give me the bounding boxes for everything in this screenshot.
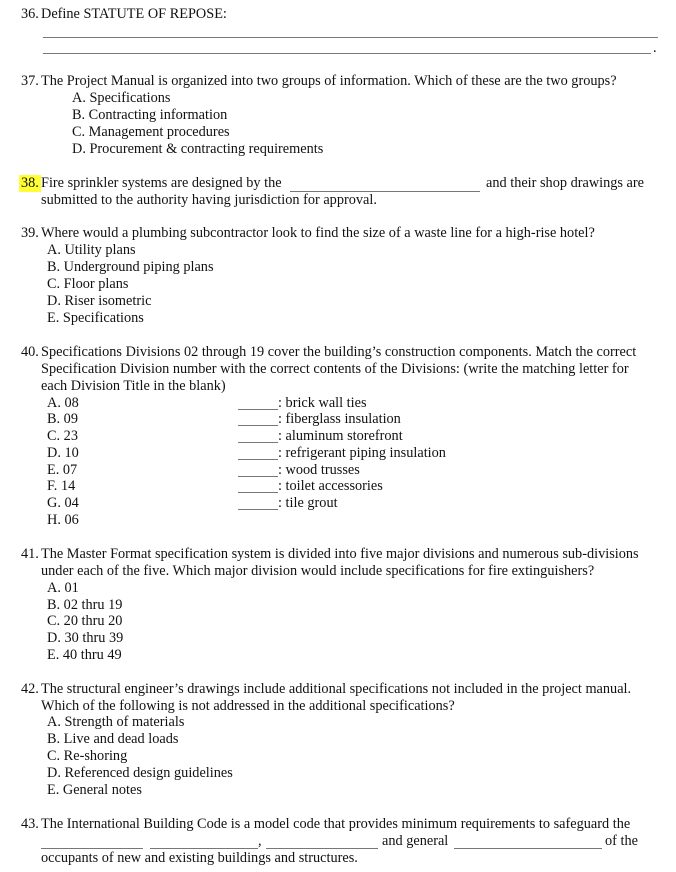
answer-line[interactable] (43, 37, 658, 38)
question-text: Which of the following is not addressed in the additional specifications? (41, 698, 455, 714)
question-number: 36. (21, 6, 39, 22)
answer-blank[interactable] (266, 848, 378, 849)
option[interactable]: A. Strength of materials (47, 714, 185, 730)
option[interactable]: A. 01 (47, 580, 79, 596)
match-blank[interactable] (238, 425, 278, 426)
option[interactable]: D. 30 thru 39 (47, 630, 124, 646)
option[interactable]: C. Management procedures (72, 124, 230, 140)
option[interactable]: B. Contracting information (72, 107, 228, 123)
option[interactable]: D. Riser isometric (47, 293, 152, 309)
question-number: 41. (21, 546, 39, 562)
division-title: : tile grout (278, 495, 338, 511)
end-period: . (653, 40, 657, 56)
question-number: 37. (21, 73, 39, 89)
division-title: : fiberglass insulation (278, 411, 401, 427)
division-option: H. 06 (47, 512, 79, 528)
division-option: C. 23 (47, 428, 78, 444)
division-title: : brick wall ties (278, 395, 367, 411)
question-text: Specification Division number with the correct contents of the Divisions: (write the matching letter for (41, 361, 629, 377)
question-text: occupants of new and existing buildings and structures. (41, 850, 358, 866)
option[interactable]: A. Specifications (72, 90, 171, 106)
option[interactable]: D. Procurement & contracting requirements (72, 141, 324, 157)
answer-line[interactable] (43, 53, 651, 54)
match-blank[interactable] (238, 409, 278, 410)
option[interactable]: B. 02 thru 19 (47, 597, 123, 613)
division-option: F. 14 (47, 478, 76, 494)
option[interactable]: B. Live and dead loads (47, 731, 179, 747)
option[interactable]: E. 40 thru 49 (47, 647, 122, 663)
question-text: under each of the five. Which major division would include specifications for fire extinguishers? (41, 563, 595, 579)
match-blank[interactable] (238, 442, 278, 443)
match-blank[interactable] (238, 476, 278, 477)
division-title: : toilet accessories (278, 478, 383, 494)
answer-blank[interactable] (454, 848, 602, 849)
option[interactable]: E. Specifications (47, 310, 144, 326)
match-blank[interactable] (238, 509, 278, 510)
question-text: and general (382, 833, 449, 849)
option[interactable]: B. Underground piping plans (47, 259, 214, 275)
match-blank[interactable] (238, 492, 278, 493)
question-text: Fire sprinkler systems are designed by the (41, 175, 282, 191)
question-text: Where would a plumbing subcontractor look to find the size of a waste line for a high-rise hotel? (41, 225, 595, 241)
question-text: The Project Manual is organized into two groups of information. Which of these are the two groups? (41, 73, 617, 89)
question-text: each Division Title in the blank) (41, 378, 226, 394)
question-number: 43. (21, 816, 39, 832)
option[interactable]: C. 20 thru 20 (47, 613, 123, 629)
question-text: Define STATUTE OF REPOSE: (41, 6, 227, 22)
comma: , (258, 833, 262, 849)
division-title: : aluminum storefront (278, 428, 403, 444)
question-number: 39. (21, 225, 39, 241)
option[interactable]: C. Re-shoring (47, 748, 128, 764)
option[interactable]: E. General notes (47, 782, 142, 798)
question-number: 42. (21, 681, 39, 697)
question-text: submitted to the authority having jurisdiction for approval. (41, 192, 377, 208)
option[interactable]: C. Floor plans (47, 276, 129, 292)
division-option: E. 07 (47, 462, 78, 478)
option[interactable]: D. Referenced design guidelines (47, 765, 233, 781)
division-title: : wood trusses (278, 462, 360, 478)
division-option: B. 09 (47, 411, 78, 427)
question-text: of the (605, 833, 638, 849)
question-text: The International Building Code is a model code that provides minimum requirements to safeguard the (41, 816, 631, 832)
division-title: : refrigerant piping insulation (278, 445, 446, 461)
question-text: The structural engineer’s drawings include additional specifications not included in the project manual. (41, 681, 632, 697)
highlighted-question-number: 38. (21, 175, 39, 191)
option[interactable]: A. Utility plans (47, 242, 136, 258)
question-text: Specifications Divisions 02 through 19 cover the building’s construction components. Match the correct (41, 344, 637, 360)
division-option: G. 04 (47, 495, 79, 511)
match-blank[interactable] (238, 459, 278, 460)
answer-blank[interactable] (150, 848, 258, 849)
division-option: D. 10 (47, 445, 79, 461)
division-option: A. 08 (47, 395, 79, 411)
question-text: The Master Format specification system is divided into five major divisions and numerous sub-divisions (41, 546, 639, 562)
question-text: and their shop drawings are (486, 175, 645, 191)
question-number: 40. (21, 344, 39, 360)
answer-blank[interactable] (41, 848, 143, 849)
